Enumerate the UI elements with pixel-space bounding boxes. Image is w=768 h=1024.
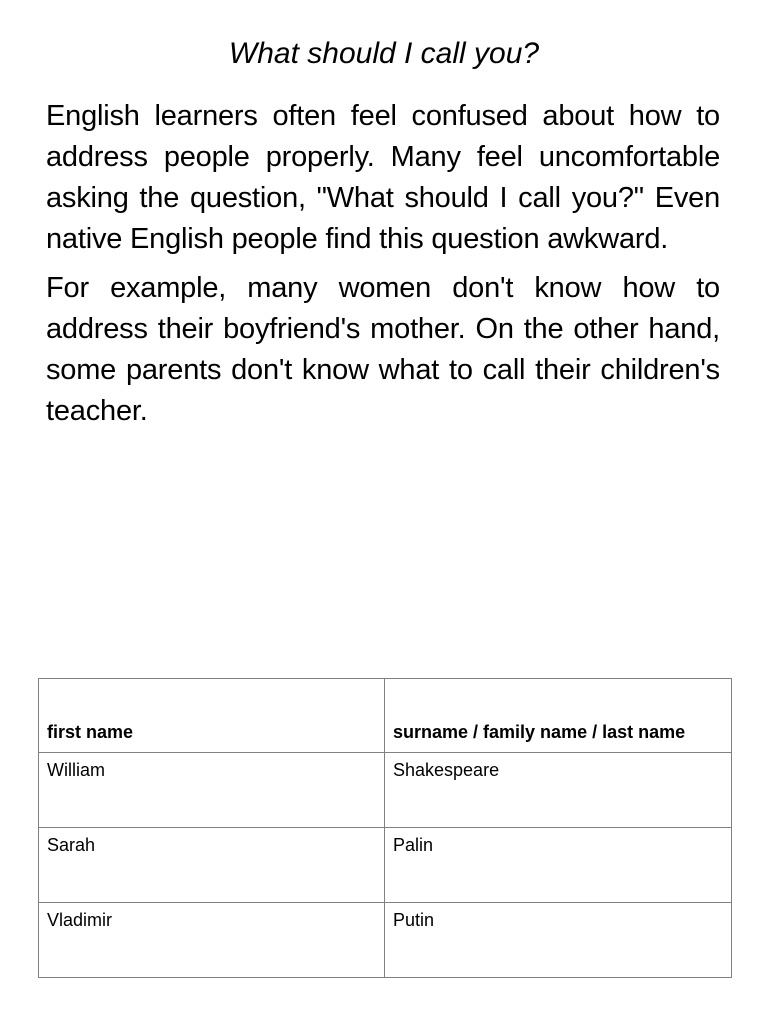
names-table bbox=[38, 678, 732, 978]
surname-cell: Putin bbox=[385, 903, 732, 978]
header-surname: surname / family name / last name bbox=[385, 679, 732, 753]
first-name-cell: William bbox=[39, 753, 385, 828]
table-row bbox=[39, 903, 732, 978]
table-row bbox=[39, 753, 732, 828]
paragraph: For example, many women don't know how to address their boyfriend's mother. On the other hand, some parents don't know what to call their children's teacher. bbox=[46, 272, 720, 427]
first-name-cell: Sarah bbox=[39, 828, 385, 903]
surname-cell: Shakespeare bbox=[385, 753, 732, 828]
surname-cell: Palin bbox=[385, 828, 732, 903]
table-row bbox=[39, 828, 732, 903]
header-first-name: first name bbox=[39, 679, 385, 753]
body-text bbox=[46, 96, 720, 440]
paragraph: English learners often feel confused about how to address people properly. Many feel uncomfortable asking the question, "What should I call you?" Even native English people find this question awkward. bbox=[46, 100, 720, 255]
page-title: What should I call you? bbox=[228, 37, 540, 70]
table-header-row bbox=[39, 679, 732, 753]
first-name-cell: Vladimir bbox=[39, 903, 385, 978]
